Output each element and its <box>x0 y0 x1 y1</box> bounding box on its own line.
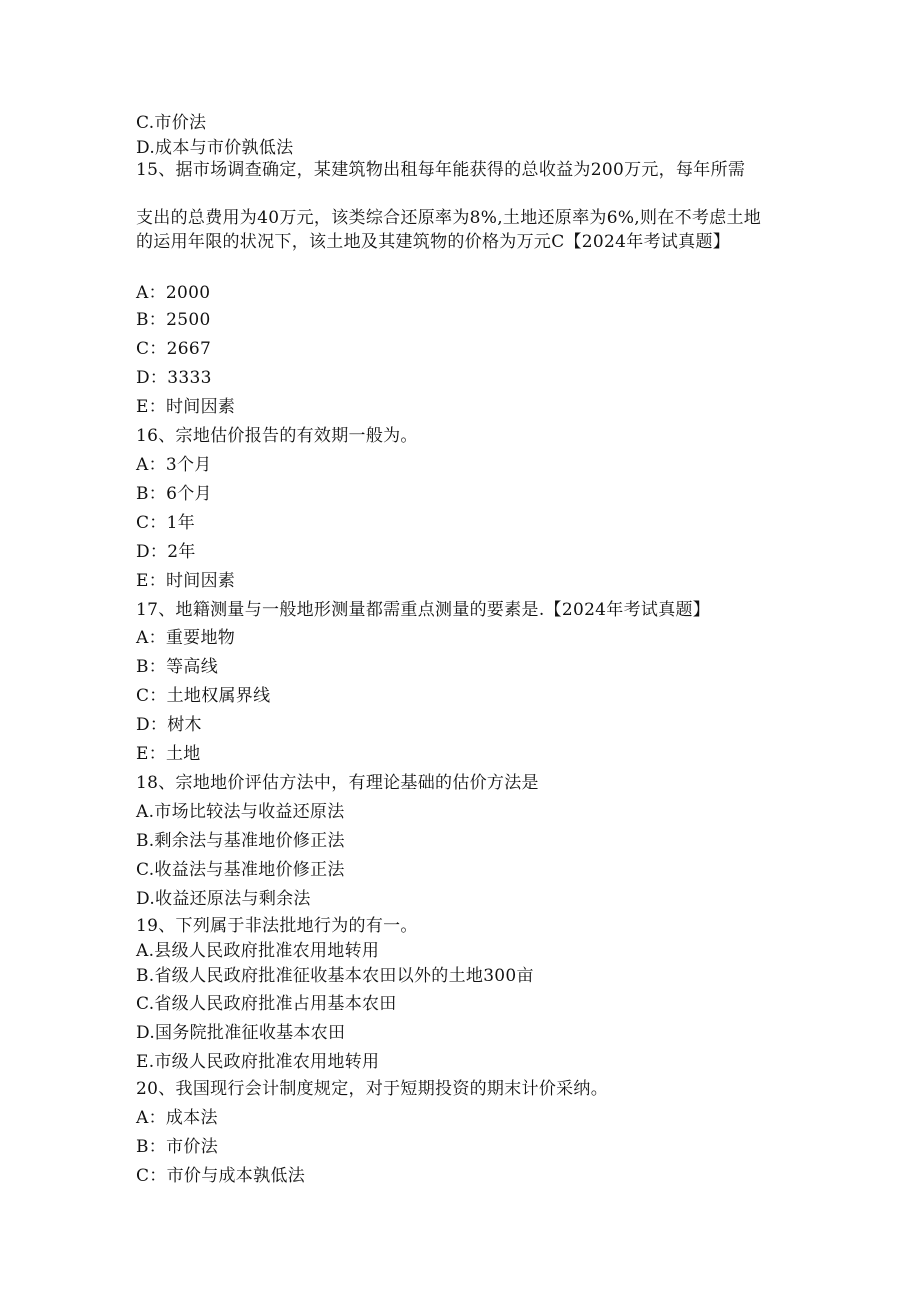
option-e-line: E：时间因素 <box>136 397 236 417</box>
question-15-continued: 支出的总费用为40万元，该类综合还原率为8%,土地还原率为6%,则在不考虑土地的运用年限的状况下，该土地及其建筑物的价格为万元C【2024年考试真题】 <box>136 208 762 252</box>
option-c-line: C.收益法与基准地价修正法 <box>136 860 345 880</box>
question-19-text: 19、下列属于非法批地行为的有一。 <box>136 916 418 936</box>
option-b-line: B：2500 <box>136 310 211 330</box>
question-16-text: 16、宗地估价报告的有效期一般为。 <box>136 426 418 446</box>
question-text-block <box>136 108 776 1190</box>
option-d-line: D：3333 <box>136 368 212 388</box>
option-e-line: E：土地 <box>136 744 201 764</box>
option-d-line: D：2年 <box>136 542 196 562</box>
option-b-line: B.剩余法与基准地价修正法 <box>136 831 345 851</box>
question-18-text: 18、宗地地价评估方法中，有理论基础的估价方法是 <box>136 773 539 793</box>
option-b-line: B：6个月 <box>136 484 212 504</box>
option-b-line: B.省级人民政府批准征收基本农田以外的土地300亩 <box>136 966 534 986</box>
option-d-line: D：树木 <box>136 715 202 735</box>
option-b-line: B：市价法 <box>136 1137 218 1157</box>
question-17-text: 17、地籍测量与一般地形测量都需重点测量的要素是.【2024年考试真题】 <box>136 600 711 620</box>
option-a-line: A：3个月 <box>136 455 212 475</box>
option-b-line: B：等高线 <box>136 657 218 677</box>
question-15-text: 15、据市场调查确定，某建筑物出租每年能获得的总收益为200万元，每年所需 <box>136 160 746 180</box>
option-c-line: C.市价法 <box>136 113 207 133</box>
option-a-line: A：2000 <box>136 283 211 303</box>
option-c-line: C：市价与成本孰低法 <box>136 1166 306 1186</box>
option-e-line: E：时间因素 <box>136 571 236 591</box>
option-a-line: A.市场比较法与收益还原法 <box>136 802 345 822</box>
option-c-line: C：1年 <box>136 513 196 533</box>
option-c-line: C：2667 <box>136 339 212 359</box>
option-d-line: D.成本与市价孰低法 <box>136 138 294 158</box>
question-20-text: 20、我国现行会计制度规定，对于短期投资的期末计价采纳。 <box>136 1079 609 1099</box>
option-c-line: C.省级人民政府批准占用基本农田 <box>136 994 397 1014</box>
option-a-line: A.县级人民政府批准农用地转用 <box>136 941 380 961</box>
option-a-line: A：成本法 <box>136 1108 218 1128</box>
option-d-line: D.收益还原法与剩余法 <box>136 889 311 909</box>
option-e-line: E.市级人民政府批准农用地转用 <box>136 1052 380 1072</box>
option-d-line: D.国务院批准征收基本农田 <box>136 1023 346 1043</box>
option-a-line: A：重要地物 <box>136 628 236 648</box>
option-c-line: C：土地权属界线 <box>136 686 271 706</box>
